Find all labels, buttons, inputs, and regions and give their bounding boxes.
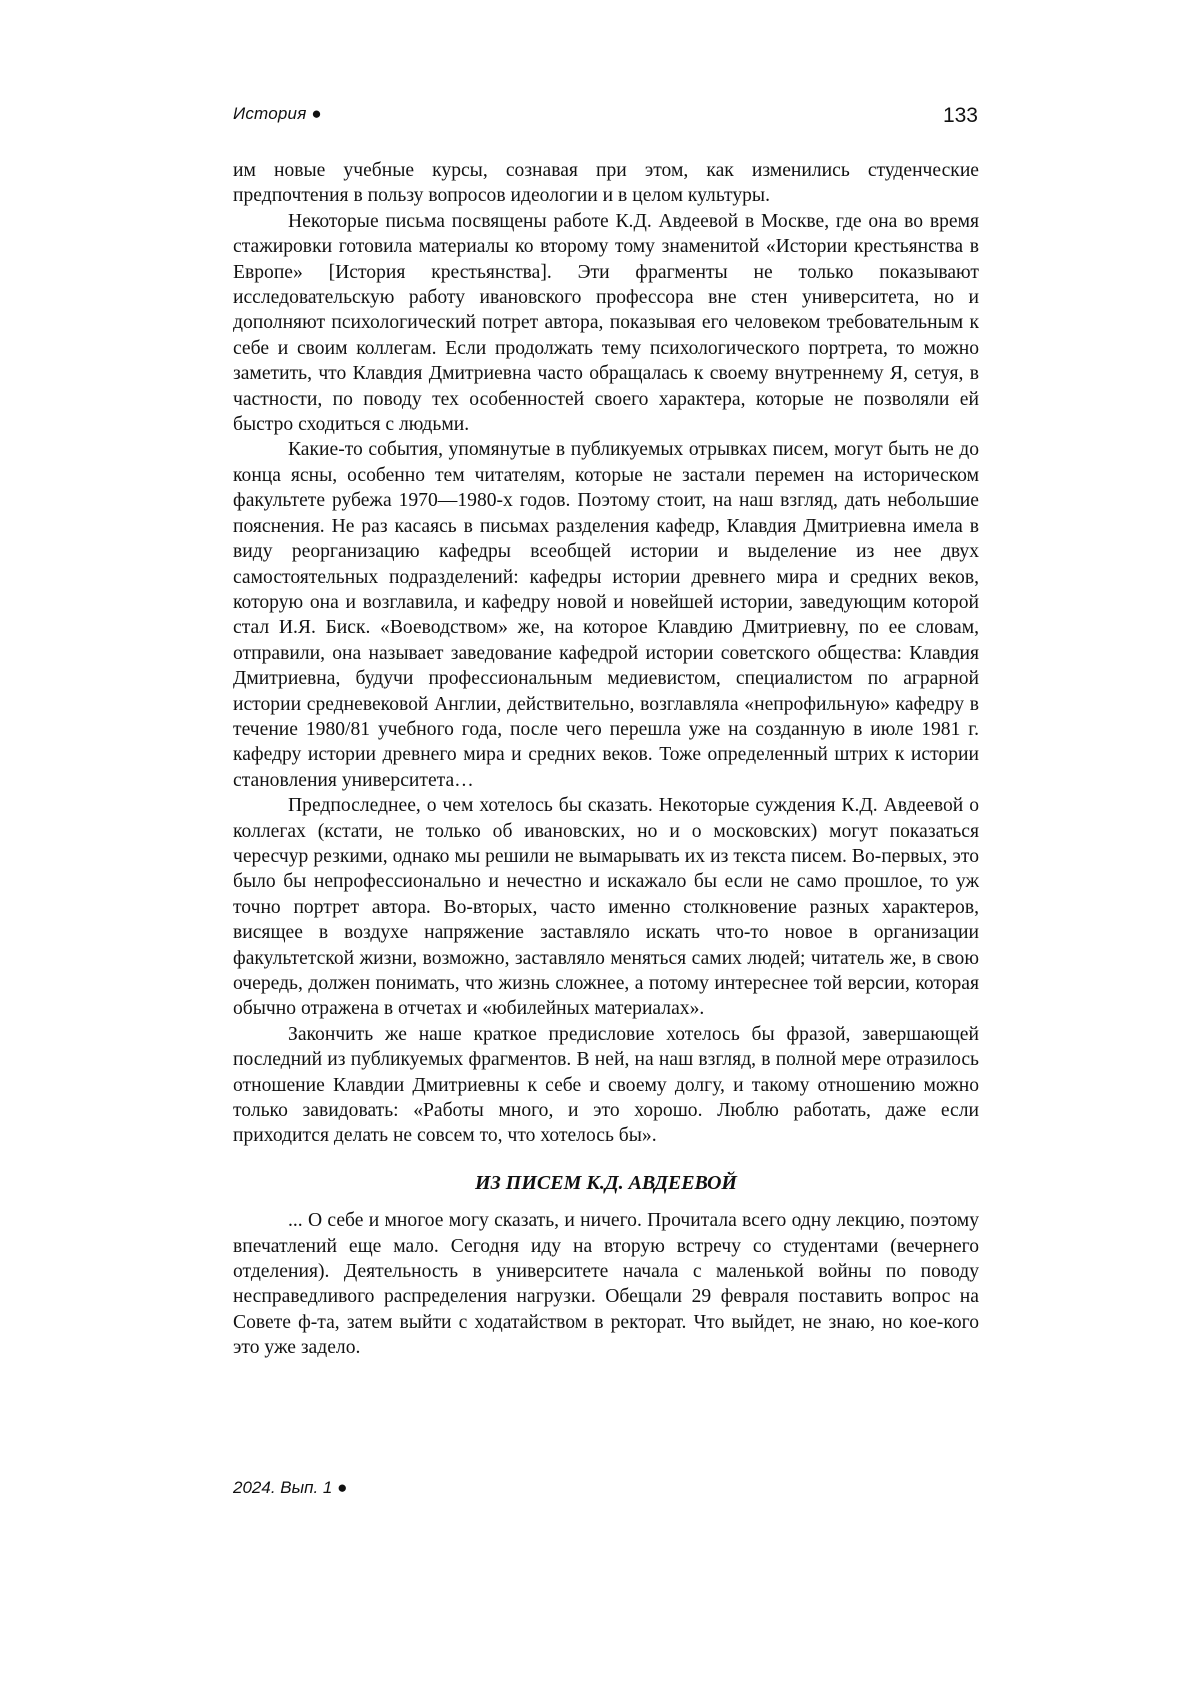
paragraph: Какие-то события, упомянутые в публикуемых отрывках писем, могут быть не до конца ясны, особенно тем читателям, которые не застали перемен на историческом факультете рубежа 1970—1980-х годов. Поэтому стоит, на наш взгляд, дать небольшие пояснения. Не раз касаясь в письмах разделения кафедр, Клавдия Дмитриевна имела в виду реорганизацию кафедры всеобщей истории и выделение из нее двух самостоятельных подразделений: кафедры истории древнего мира и средних веков, которую она и возглавила, и кафедру новой и новейшей истории, заведующим которой стал И.Я. Биск. «Воеводством» же, на которое Клавдию Дмитриевну, по ее словам, отправили, она называет заведование кафедрой истории советского общества: Клавдия Дмитриевна, будучи профессиональным медиевистом, специалистом по аграрной истории средневековой Англии, действительно, возглавляла «непрофильную» кафедру в течение 1980/81 учебного года, после чего перешла уже на созданную в июле 1981 г. кафедру истории древнего мира и средних веков. Тоже определенный штрих к истории становления университета… [233,439,979,791]
paragraph: Предпоследнее, о чем хотелось бы сказать. Некоторые суждения К.Д. Авдеевой о коллегах (кстати, не только об ивановских, но и о московских) могут показаться чересчур резкими, однако мы решили не вымарывать их из текста писем. Во-первых, это было бы непрофессионально и нечестно и искажало бы если не само прошлое, то уж точно портрет автора. Во-вторых, часто именно столкновение разных характеров, висящее в воздухе напряжение заставляло искать что-то новое в организации факультетской жизни, возможно, заставляло меняться самих людей; читатель же, в свою очередь, должен понимать, что жизнь сложнее, а потому интереснее той версии, которая обычно отражена в отчетах и «юбилейных материалах». [233,795,979,1020]
paragraph-continuation: им новые учебные курсы, сознавая при этом, как изменились студенческие предпочтения в пользу вопросов идеологии и в целом культуры. [233,160,979,207]
running-header-section: История ● [233,104,322,123]
section-heading: ИЗ ПИСЕМ К.Д. АВДЕЕВОЙ [475,1171,737,1194]
paragraph: Закончить же наше краткое предисловие хотелось бы фразой, завершающей последний из публикуемых фрагментов. В ней, на наш взгляд, в полной мере отразилось отношение Клавдии Дмитриевны к себе и своему долгу, и такому отношению можно только завидовать: «Работы много, и это хорошо. Люблю работать, даже если приходится делать не совсем то, что хотелось бы». [233,1023,979,1147]
running-footer-issue: 2024. Вып. 1 ● [233,1478,348,1497]
page-number: 133 [942,104,978,127]
paragraph: Некоторые письма посвящены работе К.Д. Авдеевой в Москве, где она во время стажировки готовила материалы ко второму тому знаменитой «Истории крестьянства в Европе» [История крестьянства]. Эти фрагменты не только показывают исследовательскую работу ивановского профессора вне стен университета, но и дополняют психологический потрет автора, показывая его человеком требовательным к себе и своим коллегам. Если продолжать тему психологического портрета, то можно заметить, что Клавдия Дмитриевна часто обращалась к своему внутреннему Я, сетуя, в частности, по поводу тех особенностей своего характера, которые не позволяли ей быстро сходиться с людьми. [233,210,979,436]
letter-paragraph: ... О себе и многое могу сказать, и ничего. Прочитала всего одну лекцию, поэтому впечатлений еще мало. Сегодня иду на вторую встречу со студентами (вечернего отделения). Деятельность в университете начала с маленькой войны по поводу несправедливого распределения нагрузки. Обещали 29 февраля поставить вопрос на Совете ф-та, затем выйти с ходатайством в ректорат. Что выйдет, не знаю, но кое-кого это уже задело. [233,1210,979,1359]
article-body [233,158,979,1361]
